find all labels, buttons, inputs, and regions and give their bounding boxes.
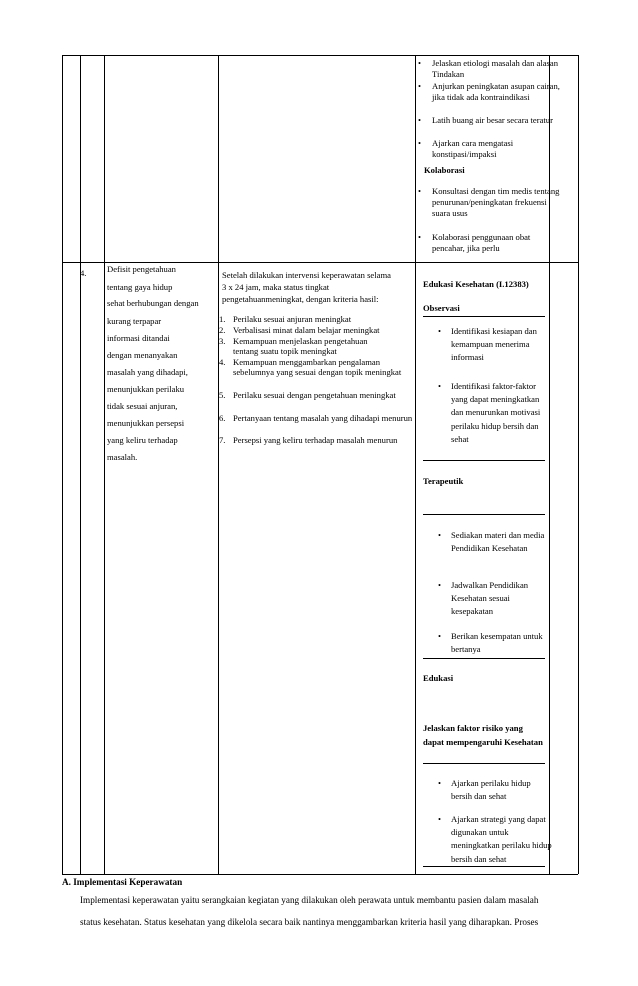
section-rule xyxy=(423,763,545,764)
observasi-heading: Observasi xyxy=(423,303,460,313)
diagnosis-line: masalah. xyxy=(107,452,138,462)
paragraph-line: Implementasi keperawatan yaitu serangkaian kegiatan yang dilakukan oleh perawata untuk membantu pasien dalam masalah xyxy=(80,895,539,905)
diagnosis-line: tidak sesuai anjuran, xyxy=(107,401,178,411)
criteria-item xyxy=(219,325,425,335)
table-border-top xyxy=(62,55,578,56)
criteria-number: 3. xyxy=(219,336,226,346)
intervention-title: Edukasi Kesehatan (I.12383) xyxy=(423,279,529,289)
edukasi-item: • Ajarkan perilaku hidup bersih dan sehat xyxy=(433,777,551,803)
section-rule xyxy=(423,514,545,515)
diagnosis-line: kurang terpapar xyxy=(107,316,162,326)
column-divider-5 xyxy=(549,55,550,874)
criteria-number: 6. xyxy=(219,413,226,423)
criteria-number: 5. xyxy=(219,390,226,400)
diagnosis-line: tentang gaya hidup xyxy=(107,282,173,292)
observasi-item: • Identifikasi kesiapan dan kemampuan menerima informasi xyxy=(433,325,551,365)
column-divider-1 xyxy=(80,55,81,874)
row-number: 4. xyxy=(80,268,87,278)
intervention-item: • Jelaskan etiologi masalah dan alasan Tindakan xyxy=(418,58,560,80)
column-divider-2 xyxy=(104,55,105,874)
terapeutik-heading: Terapeutik xyxy=(423,476,464,486)
kolaborasi-item: • Konsultasi dengan tim medis tentang penurunan/peningkatan frekuensi suara usus xyxy=(418,186,562,219)
outcome-intro-line: Setelah dilakukan intervensi keperawatan selama xyxy=(222,270,391,280)
paragraph-line: status kesehatan. Status kesehatan yang dikelola secara baik nantinya menggambarkan kriteria hasil yang diharapkan. Proses xyxy=(80,917,539,927)
outcome-intro-line: 3 x 24 jam, maka status tingkat xyxy=(222,282,330,292)
intervention-item: • Anjurkan peningkatan asupan cairan, jika tidak ada kontraindikasi xyxy=(418,81,560,103)
diagnosis-line: menunjukkan persepsi xyxy=(107,418,185,428)
column-divider-3 xyxy=(218,55,219,874)
criteria-text: Perilaku sesuai anjuran meningkat xyxy=(233,314,352,324)
section-rule xyxy=(423,866,545,867)
section-heading: A. Implementasi Keperawatan xyxy=(62,877,183,887)
kolaborasi-heading: Kolaborasi xyxy=(424,165,465,175)
section-rule xyxy=(423,460,545,461)
criteria-item xyxy=(219,390,409,400)
criteria-number: 7. xyxy=(219,435,226,445)
section-rule xyxy=(423,316,545,317)
table-border-left xyxy=(62,55,63,874)
criteria-item xyxy=(219,413,417,423)
terapeutik-item: • Jadwalkan Pendidikan Kesehatan sesuai kesepakatan xyxy=(433,579,551,619)
criteria-text: Persepsi yang keliru terhadap masalah menurun xyxy=(233,435,398,445)
observasi-item: • Identifikasi faktor-faktor yang dapat meningkatkan dan menurunkan motivasi perilaku hidup bersih dan sehat xyxy=(433,380,551,446)
diagnosis-line: masalah yang dihadapi, xyxy=(107,367,188,377)
kolaborasi-item: • Kolaborasi penggunaan obat pencahar, jika perlu xyxy=(418,232,560,254)
diagnosis-line: yang keliru terhadap xyxy=(107,435,178,445)
criteria-number: 1. xyxy=(219,314,226,324)
terapeutik-item: • Berikan kesempatan untuk bertanya xyxy=(433,630,551,656)
criteria-number: 2. xyxy=(219,325,226,335)
criteria-text: Verbalisasi minat dalam belajar meningkat xyxy=(233,325,380,335)
criteria-text: Pertanyaan tentang masalah yang dihadapi menurun xyxy=(233,413,413,423)
criteria-number: 4. xyxy=(219,357,226,367)
outcome-intro-line: pengetahuanmeningkat, dengan kriteria hasil: xyxy=(222,294,379,304)
column-divider-4 xyxy=(415,55,416,874)
diagnosis-line: menunjukkan perilaku xyxy=(107,384,185,394)
edukasi-item: • Ajarkan strategi yang dapat digunakan untuk meningkatkan perilaku hidup bersih dan sehat xyxy=(433,813,557,866)
intervention-item: • Ajarkan cara mengatasi konstipasi/impaksi xyxy=(418,138,560,160)
terapeutik-item: • Sediakan materi dan media Pendidikan Kesehatan xyxy=(433,529,551,555)
criteria-text: Kemampuan menjelaskan pengetahuan tentang suatu topik meningkat xyxy=(233,336,368,357)
section-rule xyxy=(423,658,545,659)
diagnosis-line: Defisit pengetahuan xyxy=(107,264,176,274)
intervention-item: • Latih buang air besar secara teratur xyxy=(418,115,560,126)
criteria-text: Kemampuan menggambarkan pengalaman sebelumnya yang sesuai dengan topik meningkat xyxy=(233,357,402,378)
criteria-text: Perilaku sesuai dengan pengetahuan meningkat xyxy=(233,390,396,400)
table-border-bottom xyxy=(62,874,578,875)
edukasi-subheading: Jelaskan faktor risiko yang dapat mempengaruhi Kesehatan xyxy=(423,723,543,747)
diagnosis-line: dengan menanyakan xyxy=(107,350,178,360)
diagnosis-line: informasi ditandai xyxy=(107,333,170,343)
criteria-item xyxy=(219,314,425,324)
criteria-item xyxy=(219,336,393,357)
criteria-item xyxy=(219,435,409,445)
row-divider xyxy=(62,262,578,263)
criteria-item xyxy=(219,357,415,378)
diagnosis-line: sehat berhubungan dengan xyxy=(107,298,199,308)
table-border-right xyxy=(578,55,579,874)
edukasi-heading: Edukasi xyxy=(423,673,454,683)
